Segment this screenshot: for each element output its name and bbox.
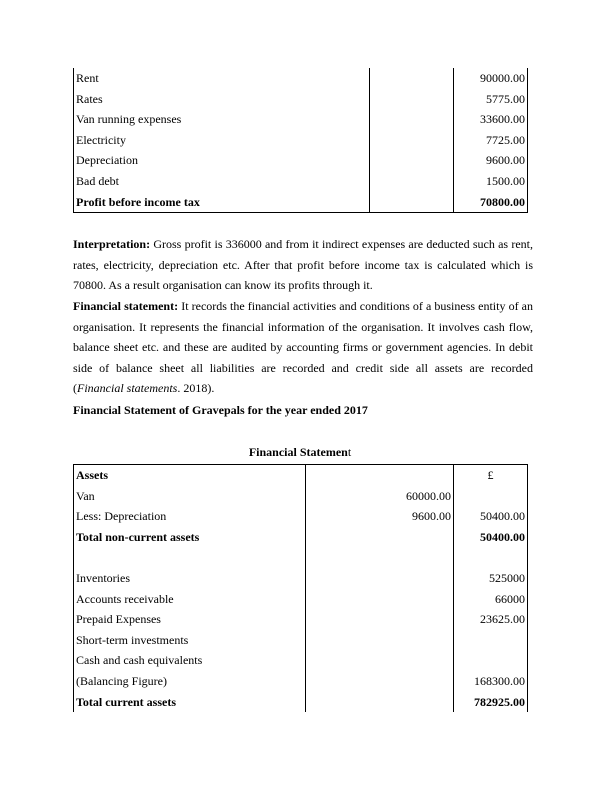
row-label: Less: Depreciation [74, 506, 306, 527]
table-row [74, 650, 528, 671]
row-mid-value [306, 568, 454, 589]
financial-statement-paragraph [73, 296, 533, 399]
row-mid-value [306, 609, 454, 630]
row-value [454, 630, 528, 651]
caption-tail: t [347, 445, 352, 459]
row-label: Cash and cash equivalents [74, 650, 306, 671]
row-value: 168300.00 [454, 671, 528, 692]
row-value [454, 650, 528, 671]
row-label: Profit before income tax [74, 192, 370, 213]
row-label: Inventories [74, 568, 306, 589]
header-mid-cell [306, 465, 454, 486]
row-value: 66000 [454, 589, 528, 610]
row-label: Total non-current assets [74, 527, 306, 548]
table-row [74, 486, 528, 507]
financial-statement-body [74, 465, 528, 713]
financial-statement-table [73, 464, 528, 712]
row-value [454, 547, 528, 568]
table-caption [73, 442, 527, 463]
row-mid-value [306, 589, 454, 610]
financial-statement-text: It records the financial activities and conditions of a business entity of an organisation. It represents the financial information of the organisation. It involves cash flow, balance sheet etc. and these are audited by accounting firms or government agencies. In debit side of balance sheet all liabilities are recorded and credit side all assets are recorded ( [73, 299, 533, 396]
table-row [74, 68, 528, 89]
row-label: Depreciation [74, 150, 370, 171]
row-value: 33600.00 [454, 109, 528, 130]
row-label [74, 547, 306, 568]
row-value: 782925.00 [454, 692, 528, 713]
caption-bold: Financial Statemen [248, 445, 348, 459]
row-label: Van running expenses [74, 109, 370, 130]
table-row [74, 527, 528, 548]
row-mid-value [370, 68, 454, 89]
table-row [74, 192, 528, 213]
row-value: 9600.00 [454, 150, 528, 171]
row-label: Accounts receivable [74, 589, 306, 610]
table-row [74, 506, 528, 527]
financial-statement-label: Financial statement: [73, 299, 179, 313]
row-label: Prepaid Expenses [74, 609, 306, 630]
row-mid-value [306, 527, 454, 548]
table-row [74, 130, 528, 151]
income-statement-table [73, 68, 528, 213]
table-row [74, 109, 528, 130]
row-value: 50400.00 [454, 506, 528, 527]
table-row [74, 150, 528, 171]
row-mid-value [370, 89, 454, 110]
row-value: 70800.00 [454, 192, 528, 213]
row-mid-value: 60000.00 [306, 486, 454, 507]
table-row [74, 671, 528, 692]
row-value: 50400.00 [454, 527, 528, 548]
row-value: 5775.00 [454, 89, 528, 110]
row-label: Rent [74, 68, 370, 89]
currency-header: £ [454, 465, 528, 486]
citation-year: . 2018). [177, 381, 215, 396]
row-mid-value [370, 192, 454, 213]
interpretation-paragraph [73, 234, 533, 296]
row-value: 525000 [454, 568, 528, 589]
row-value: 7725.00 [454, 130, 528, 151]
row-label: Total current assets [74, 692, 306, 713]
income-statement-body [74, 68, 528, 213]
table-row [74, 547, 528, 568]
table-row [74, 171, 528, 192]
row-mid-value [306, 692, 454, 713]
row-mid-value [306, 650, 454, 671]
row-value: 1500.00 [454, 171, 528, 192]
row-mid-value: 9600.00 [306, 506, 454, 527]
interpretation-label: Interpretation: [73, 237, 151, 251]
row-mid-value [306, 547, 454, 568]
table-row [74, 609, 528, 630]
table-row [74, 692, 528, 713]
table-header-row [74, 465, 528, 486]
table-row [74, 589, 528, 610]
citation-title: Financial statements [77, 381, 178, 396]
row-mid-value [370, 171, 454, 192]
row-value: 90000.00 [454, 68, 528, 89]
row-value [454, 486, 528, 507]
table-row [74, 630, 528, 651]
row-label: Electricity [74, 130, 370, 151]
row-mid-value [370, 130, 454, 151]
row-mid-value [370, 109, 454, 130]
row-label: Van [74, 486, 306, 507]
row-mid-value [306, 630, 454, 651]
table-row [74, 89, 528, 110]
row-label: (Balancing Figure) [74, 671, 306, 692]
section-heading: Financial Statement of Gravepals for the year ended 2017 [73, 403, 368, 417]
row-label: Rates [74, 89, 370, 110]
row-label: Short-term investments [74, 630, 306, 651]
row-value: 23625.00 [454, 609, 528, 630]
row-mid-value [370, 150, 454, 171]
row-mid-value [306, 671, 454, 692]
assets-header: Assets [74, 465, 306, 486]
table-row [74, 568, 528, 589]
interpretation-text: Gross profit is 336000 and from it indirect expenses are deducted such as rent, rates, electricity, depreciation etc. After that profit before income tax is calculated which is 70800. As a result organisation can know its profits through it. [73, 237, 533, 293]
row-label: Bad debt [74, 171, 370, 192]
